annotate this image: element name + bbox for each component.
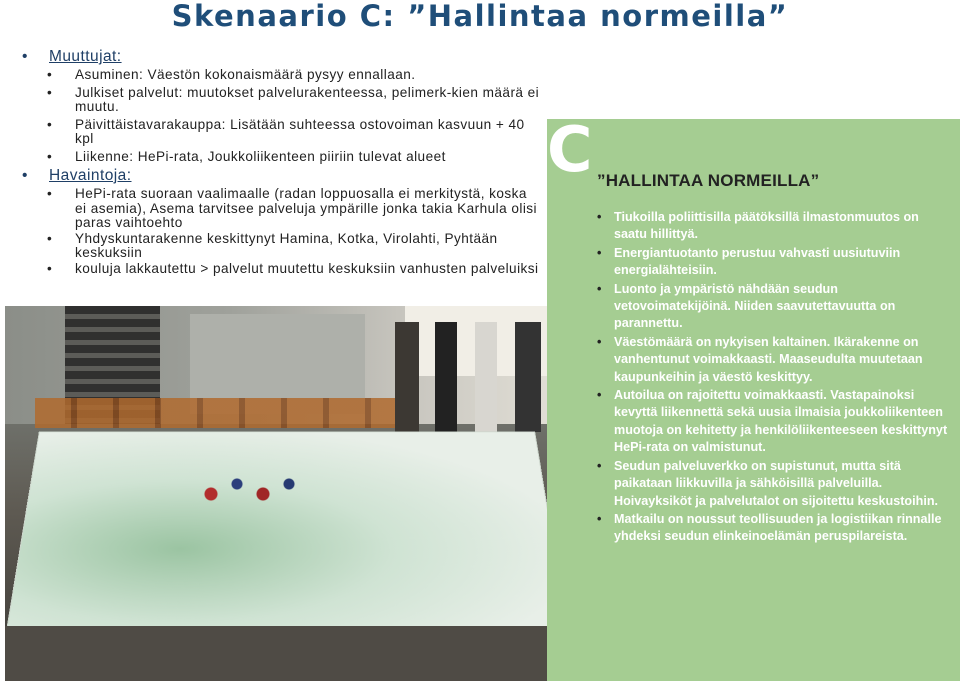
photo-game-chips [185,464,315,514]
bullet-marker: • [47,67,53,82]
bullet-marker: • [597,281,602,296]
bullet-item [22,118,542,147]
scenario-card-item-text: Seudun palveluverkko on supistunut, mutta sitä paikataan liikkuvilla ja sähköisillä palveluilla. Hoivayksiköt ja palvelutalot on sijoitettu keskustoihin. [614,458,939,508]
scenario-card-item-text: Väestömäärä on nykyisen kaltainen. Ikärakenne on vanhentunut voimakkaasti. Maaseudulta muutetaan kaupunkeihin ja väestö keskittyy. [614,334,923,384]
scenario-card-item-text: Energiantuotanto perustuu vahvasti uusiutuviin energialähteisiin. [614,245,901,278]
bullet-marker: • [597,511,602,526]
bullet-list [22,48,542,277]
bullet-marker: • [47,186,53,201]
bullet-marker: • [47,116,53,132]
workshop-photo [5,306,567,681]
bullet-marker: • [22,167,28,184]
bullet-marker: • [47,260,53,276]
bullet-text: Julkiset palvelut: muutokset palvelurakenteessa, pelimerk-kien määrä ei muutu. [75,84,540,114]
bullet-item [22,68,542,83]
bullet-text: HePi-rata suoraan vaalimaalle (radan loppuosalla ei merkitystä, koska ei asemia), Asema tarvitsee palveluja ympärille jonka takia Karhula olisi paras vaihtoehto [75,186,538,230]
scenario-card-item [595,334,955,386]
bullet-marker: • [22,48,28,65]
scenario-card-item-text: Tiukoilla poliittisilla päätöksillä ilmastonmuutos on saatu hillittyä. [614,210,919,242]
bullet-text: kouluja lakkautettu > palvelut muutettu keskuksiin vanhusten palveluiksi [75,260,539,276]
bullet-heading-muuttujat [22,48,542,65]
bullet-marker: • [597,458,602,473]
scenario-card-item-text: Matkailu on noussut teollisuuden ja logistiikan rinnalle yhdeksi seudun elinkeinoelämän peruspilareista. [614,511,942,544]
scenario-card-title: ”HALLINTAA NORMEILLA” [597,171,820,190]
page-title: Skenaario C: ”Hallintaa normeilla” [171,0,789,33]
bullet-text: Yhdyskuntarakenne keskittynyt Hamina, Kotka, Virolahti, Pyhtään keskuksiin [75,230,498,260]
scenario-card-item [595,209,955,244]
scenario-card-item [595,387,955,457]
bullet-text: Päivittäistavarakauppa: Lisätään suhteessa ostovoiman kasvuun + 40 kpl [75,116,525,146]
scenario-card-item-text: Luonto ja ympäristö nähdään seudun vetovoimatekijöinä. Niiden saavutettavuutta on parannettu. [614,281,896,331]
bullet-marker: • [597,334,602,349]
photo-map-table [5,431,567,638]
bullet-item [22,150,542,165]
bullet-item [22,86,542,115]
scenario-card [547,113,960,681]
bullet-text: Asuminen: Väestön kokonaismäärä pysyy ennallaan. [75,67,416,82]
bullet-heading-havaintoja [22,167,542,184]
bullet-marker: • [597,210,602,224]
scenario-card-item [595,511,955,546]
bullet-marker: • [597,388,602,403]
scenario-card-item [595,245,955,280]
bullet-marker: • [47,230,53,246]
photo-people [385,322,567,432]
scenario-card-item [595,281,955,333]
bullet-text: Havaintoja: [49,167,132,184]
bullet-marker: • [47,148,53,164]
bullet-marker: • [47,84,53,100]
bullet-item [22,232,542,261]
scenario-card-item [595,458,955,510]
scenario-card-item-text: Autoilua on rajoitettu voimakkaasti. Vastapainoksi kevyttä liikennettä sekä uusia ilmaisia joukkoliikenteen muotoja on kehitetty ja henkilöliikenteeseen keskittynyt HePi-rata on valmistunut. [614,388,948,455]
bullet-item [22,187,542,231]
bullet-text: Liikenne: HePi-rata, Joukkoliikenteen piiriin tulevat alueet [75,148,446,164]
scenario-letter: C [547,113,593,186]
bullet-item [22,262,542,277]
scenario-card-list [595,209,955,547]
photo-chairs [35,398,395,428]
bullet-text: Muuttujat: [49,48,122,65]
photo-floor [5,626,567,681]
bullet-marker: • [597,245,602,260]
